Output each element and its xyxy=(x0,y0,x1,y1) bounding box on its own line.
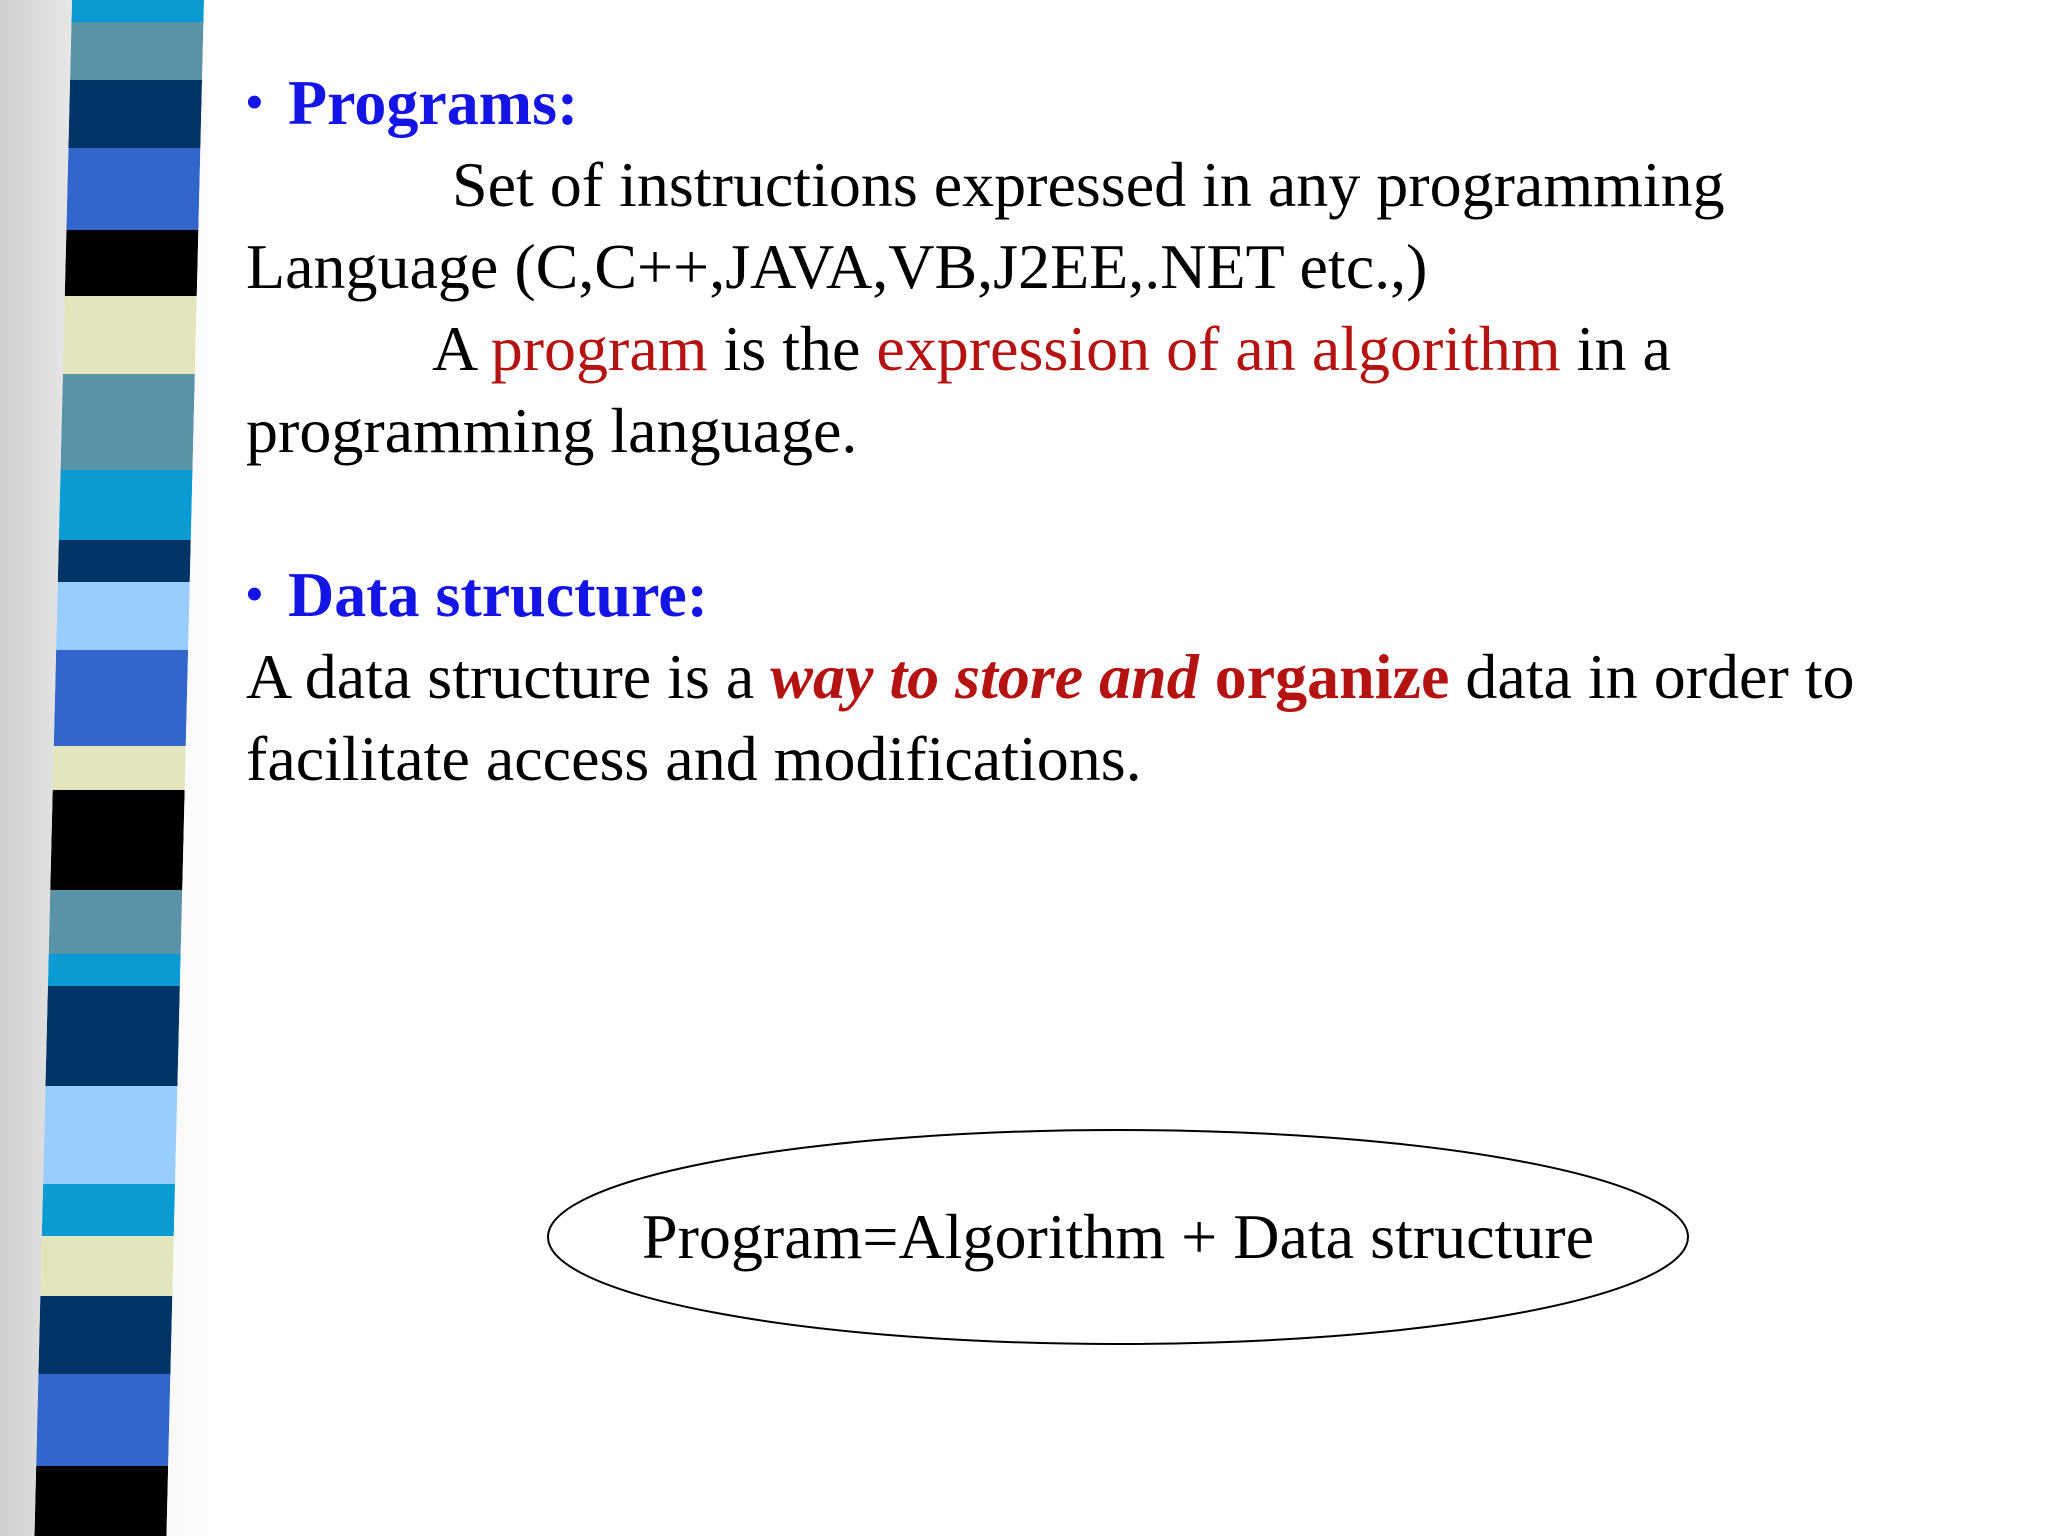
data-structure-heading xyxy=(246,554,2006,636)
strip-band xyxy=(56,582,190,650)
formula-text: Program=Algorithm + Data structure xyxy=(642,1201,1594,1272)
text-fragment: is the xyxy=(707,313,877,384)
emphasis-program: program xyxy=(490,313,708,384)
strip-band xyxy=(53,746,186,790)
text-fragment: data in order to xyxy=(1449,641,1855,712)
strip-band xyxy=(54,650,188,746)
emphasis-organize: organize xyxy=(1214,641,1450,712)
strip-band xyxy=(68,80,202,148)
strip-band xyxy=(36,1374,170,1466)
strip-band xyxy=(50,790,184,890)
data-structure-line-2: facilitate access and modifications. xyxy=(246,723,1142,794)
programs-line-4: programming language. xyxy=(246,395,858,466)
data-structure-heading-text: Data structure: xyxy=(288,559,709,630)
formula-ellipse xyxy=(546,1128,1690,1346)
spacer xyxy=(246,472,2006,554)
strip-band xyxy=(49,890,183,954)
bullet-icon: • xyxy=(246,568,263,621)
strip-band xyxy=(59,470,193,540)
strip-band xyxy=(48,954,181,986)
programs-line-1: Set of instructions expressed in any programming xyxy=(452,149,1725,220)
strip-band xyxy=(58,540,191,582)
strip-band xyxy=(42,1184,175,1236)
text-fragment: in a xyxy=(1560,313,1671,384)
strip-band xyxy=(61,374,195,470)
emphasis-way-to-store: way to store and xyxy=(770,641,1199,712)
programs-heading xyxy=(246,62,2006,144)
strip-band xyxy=(71,0,204,22)
text-fragment: A data structure is a xyxy=(246,641,771,712)
strip-band xyxy=(65,230,199,296)
strip-band xyxy=(45,986,179,1086)
strip-band xyxy=(38,1296,172,1374)
text-fragment: A xyxy=(432,313,491,384)
strip-band xyxy=(66,148,200,230)
strip-band xyxy=(40,1236,173,1296)
text-fragment xyxy=(1199,641,1215,712)
programs-line-3 xyxy=(246,308,2006,390)
strip-band xyxy=(43,1086,177,1184)
emphasis-expression: expression of an algorithm xyxy=(876,313,1561,384)
strip-band xyxy=(70,22,203,80)
strip-band xyxy=(63,296,197,374)
programs-heading-text: Programs: xyxy=(288,67,579,138)
bullet-icon: • xyxy=(246,76,263,129)
strip-band xyxy=(34,1466,168,1536)
data-structure-line-1 xyxy=(246,636,2006,718)
slide-body xyxy=(246,62,2006,800)
programs-line-2: Language (C,C++,JAVA,VB,J2EE,.NET etc.,) xyxy=(246,231,1428,302)
